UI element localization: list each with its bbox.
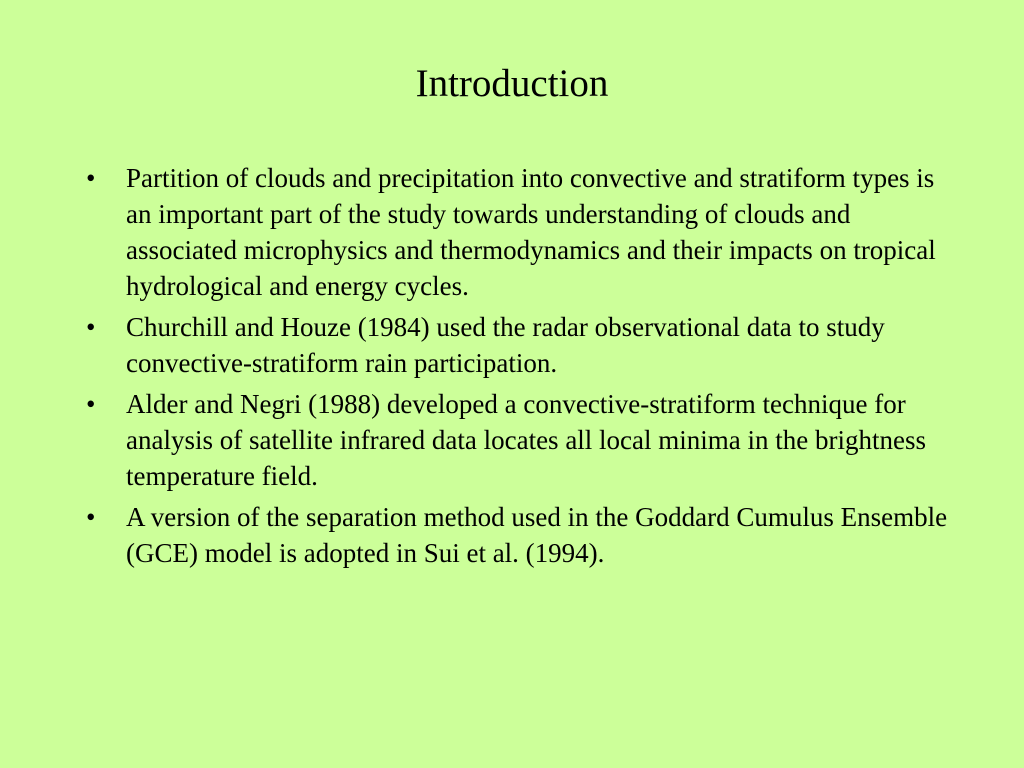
bullet-marker: • [86,312,96,342]
bullet-marker: • [86,163,96,193]
bullet-text: Churchill and Houze (1984) used the radar observational data to study convective-stratiform rain participation. [126,312,885,378]
bullet-marker: • [86,502,96,532]
bullet-item [86,309,956,381]
bullet-item [86,499,956,571]
bullet-marker: • [86,389,96,419]
bullet-item [86,386,956,494]
bullet-text: Alder and Negri (1988) developed a convective-stratiform technique for analysis of satellite infrared data locates all local minima in the brightness temperature field. [126,389,926,491]
bullet-item [86,160,956,304]
slide-title: Introduction [415,62,609,105]
bullet-list [86,160,956,576]
bullet-text: Partition of clouds and precipitation into convective and stratiform types is an important part of the study towards understanding of clouds and associated microphysics and thermodynamics and their impacts on tropical hydrological and energy cycles. [126,163,936,301]
bullet-text: A version of the separation method used in the Goddard Cumulus Ensemble (GCE) model is adopted in Sui et al. (1994). [126,502,948,568]
